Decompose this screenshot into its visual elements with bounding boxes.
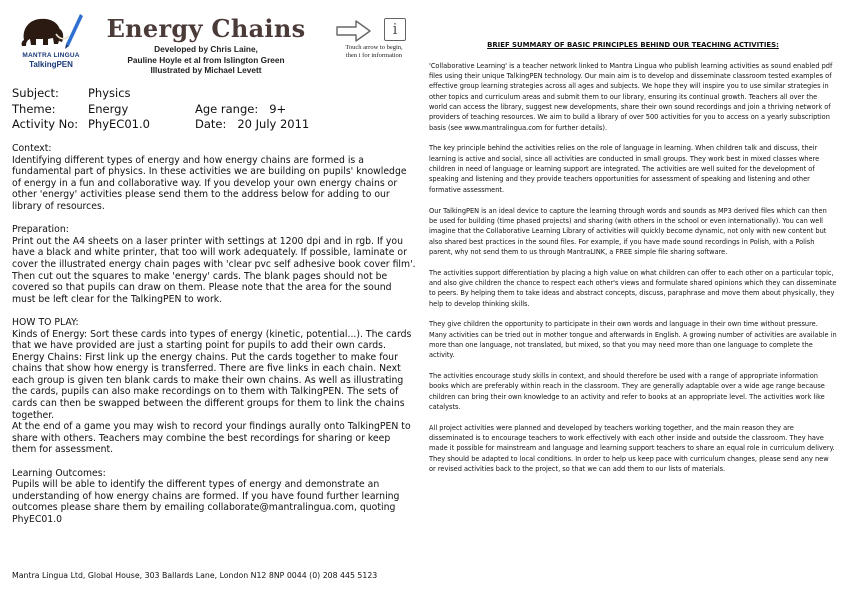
theme-value: Energy bbox=[88, 101, 129, 116]
principles-paragraph: They give children the opportunity to participate in their own words and language in their own time without pressure. Many activities can be tried out in mother tongue and afterwards in English. A growing number of activities are available in more than one language, not translated, but mixed, so that you may need more than one language to complete the activity. bbox=[429, 320, 837, 360]
end-of-game-text: At the end of a game you may wish to record your findings aurally onto TalkingPEN to share with others. Teachers may combine the best recordings for sharing or keep them for assessment. bbox=[12, 421, 411, 456]
nav-note-line: then i for information bbox=[345, 51, 403, 59]
learning-outcomes-text: Pupils will be able to identify the different types of energy and demonstrate an understanding of how energy chains are formed. If you have found further learning outcomes please share them by emailing collaborate@mantralingua.com, quoting PhyEC01.0 bbox=[12, 479, 400, 525]
principles-paragraph: All project activities were planned and developed by teachers working together, and the main reason they are disseminated is to encourage teachers to work effectively with each other inside and outside the classroom. They have made it possible for mainstream and language and learning support teachers to share an equal role in curriculum delivery. They should be adapted to local conditions. In order to help us keep pace with curriculum changes, please send any new or revised activities back to the project, so that we can add them to our lists of materials. bbox=[429, 423, 835, 474]
learning-outcomes-heading: Learning Outcomes: bbox=[12, 467, 106, 479]
date bbox=[195, 117, 309, 133]
meta-activity-row bbox=[12, 117, 342, 133]
credits bbox=[95, 44, 317, 76]
nav-note-line: Touch arrow to begin, bbox=[345, 44, 403, 51]
date-label: Date: bbox=[195, 117, 227, 131]
subject-label: Subject: bbox=[12, 86, 59, 100]
subject-value: Physics bbox=[88, 86, 131, 100]
principles-paragraph: The activities encourage study skills in context, and should therefore be used with a range of appropriate information books which are preferably within reach in the classroom. They are generally adaptable over a wide age range because children can bring their own knowledge to an activity and refer to books at an appropriate level. The activities work like catalysts. bbox=[429, 372, 825, 412]
mantra-lingua-logo bbox=[10, 10, 92, 68]
energy-chains-text: Energy Chains: First link up the energy chains. Put the cards together to make four chains that show how energy is transferred. There are five links in each chain. Next each group is given ten blank cards to make their own chains. As well as illustrating the cards, pupils can also make recordings on to them with TalkingPEN. The sets of cards can then be swapped between the different groups for them to link the chains together. bbox=[12, 351, 405, 421]
date-value: 20 July 2011 bbox=[237, 117, 310, 131]
info-icon[interactable]: i bbox=[384, 18, 406, 41]
meta-theme-row bbox=[12, 102, 342, 118]
age-range bbox=[195, 102, 286, 118]
logo-product-line: TalkingPEN bbox=[29, 60, 73, 69]
page-title: Energy Chains bbox=[106, 14, 306, 43]
publisher-address: Mantra Lingua Ltd, Global House, 303 Ballards Lane, London N12 8NP 0044 (0) 208 445 5123 bbox=[12, 571, 378, 580]
principles-paragraph: 'Collaborative Learning' is a teacher network linked to Mantra Lingua who publish learning activities as sound enabled pdf files using their unique TalkingPEN technology. Our main aim is to develop and disseminate classroom tested examples of effective group learning strategies across all ages and subjects. We hope they will inspire you to use similar strategies in other topics and curriculum areas and submit them to our library, ensuring its continual growth. Teachers all over the world can access the library, suggest new developments, share their own sound recordings and join a thriving network of providers of teaching resources. We aim to build a library of over 500 activities for you to access on a yearly subscription basis (see www.mantralingua.com for further details). bbox=[429, 61, 833, 132]
arrow-right-icon[interactable] bbox=[336, 20, 372, 42]
theme-label: Theme: bbox=[12, 101, 56, 116]
preparation-heading: Preparation: bbox=[12, 224, 69, 236]
credit-line: Pauline Hoyle et al from Islington Green bbox=[127, 54, 285, 65]
credit-line: Developed by Chris Laine, bbox=[154, 44, 258, 54]
preparation-text: Print out the A4 sheets on a laser printer with settings at 1200 dpi and in rgb. If you have a black and white printer, that too will work adequately. If possible, laminate or cover the illustrated energy chain pages with 'clear pvc self adhesive book cover film'. Then cut out the squares to make 'energy' cards. The blank pages should not be covered so that pupils can draw on them. Please note that the area for the sound must be left clear for the TalkingPEN to work. bbox=[12, 235, 416, 305]
principles-paragraph: Our TalkingPEN is an ideal device to capture the learning through words and sounds as MP3 derived files which can then be used for building (time phased projects) and sharing (with others in the school or even internationally). You can well imagine that the Collaborative Learning Library of activities will quickly become dynamic, not only with new content but also shared best practices in the sound files. For example, if you have made sound recordings in Polish, with a Polish parent, why not send them to us through MantraLINK, a FREE simple file sharing software. bbox=[429, 206, 827, 256]
kinds-of-energy-text: Kinds of Energy: Sort these cards into types of energy (kinetic, potential...). The cards that we have provided are just a starting point for pupils to add their own cards. bbox=[12, 328, 412, 352]
principles-paragraph: The key principle behind the activities relies on the role of language in learning. When children talk and discuss, their learning is active and social, since all activities are conducted in small groups. They work best in mixed classes where children in need of language or learning support are integrated. The activities are well suited for the development of speaking and listening and they provide teachers opportunities for assessment of speaking and listening and other formative assessment. bbox=[429, 144, 820, 194]
left-column bbox=[12, 143, 417, 526]
meta-subject-row bbox=[12, 86, 342, 102]
principles-heading: BRIEF SUMMARY OF BASIC PRINCIPLES BEHIND OUR TEACHING ACTIVITIES: bbox=[487, 41, 779, 49]
context-heading: Context: bbox=[12, 143, 52, 154]
activity-meta bbox=[12, 86, 342, 133]
logo-brand-line: MANTRA LINGUA bbox=[22, 52, 80, 59]
age-label: Age range: bbox=[195, 101, 259, 116]
activity-value: PhyEC01.0 bbox=[88, 117, 150, 131]
pen-navigation bbox=[334, 18, 414, 66]
principles-paragraph: The activities support differentiation by placing a high value on what children can offer to each other on a particular topic, and also give children the chance to respect each other's views and formulate shared opinions which they can disseminate to peers. By helping them to take ideas and abstract concepts, discuss, paraphrase and move them about physically, they help to develop thinking skills. bbox=[429, 268, 837, 308]
nav-instructions bbox=[334, 44, 414, 59]
how-to-play-heading: HOW TO PLAY: bbox=[12, 316, 79, 328]
context-text: Identifying different types of energy and how energy chains are formed is a fundamental part of physics. In these activities we are building on pupils' knowledge of energy in a fun and collaborative way. If you develop your own energy chains or other 'energy' activities please send them to the address below for adding to our library of resources. bbox=[12, 154, 407, 212]
credit-line: Illustrated by Michael Levett bbox=[150, 65, 262, 75]
age-value: 9+ bbox=[269, 101, 287, 116]
activity-label: Activity No: bbox=[12, 117, 79, 131]
mammoth-pen-icon bbox=[18, 10, 84, 52]
right-column bbox=[429, 40, 837, 485]
